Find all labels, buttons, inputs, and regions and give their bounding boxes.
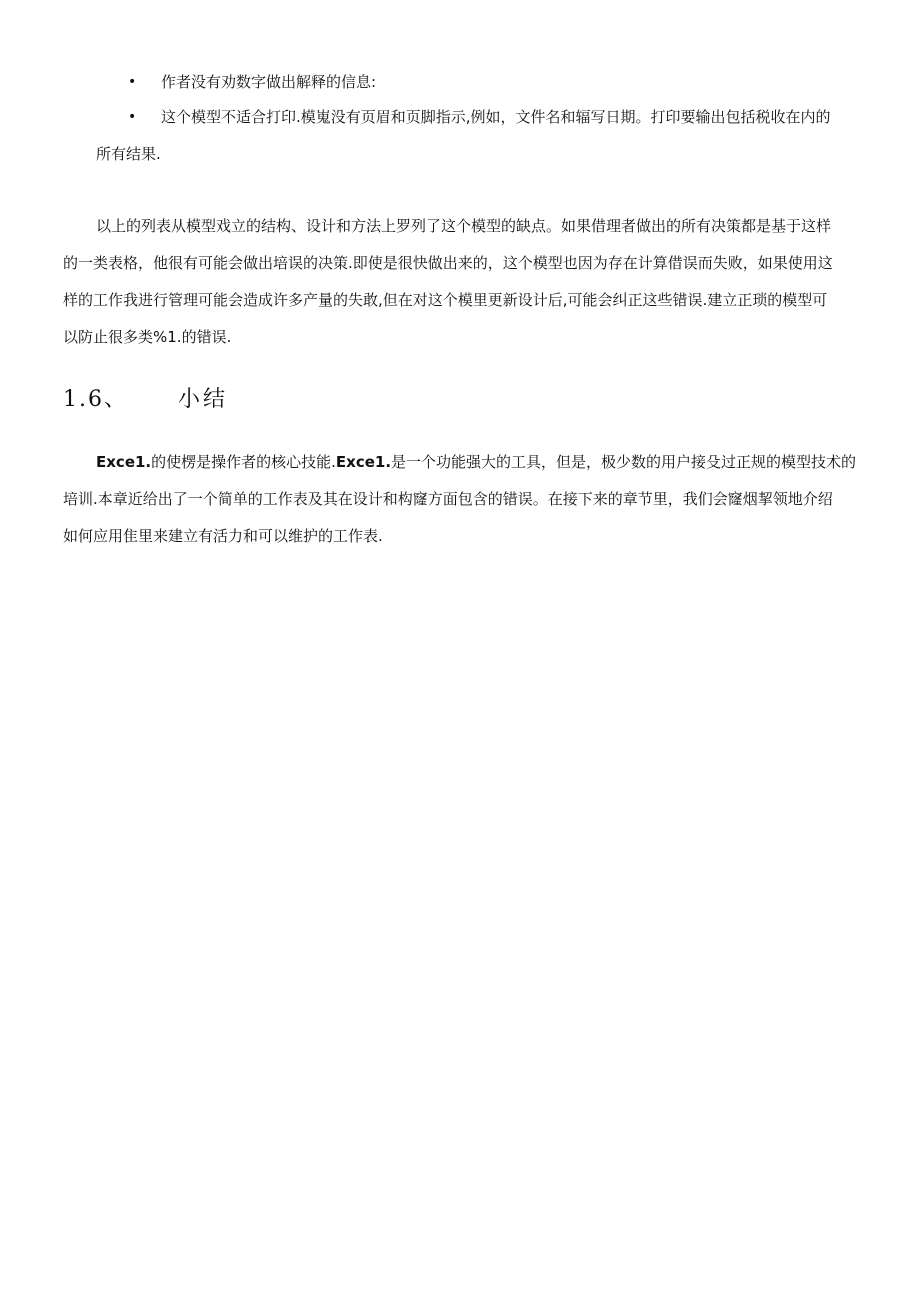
text-run: 的使楞是操作者的核心技能. <box>151 453 336 471</box>
paragraph-line: 如何应用隹里来建立有活力和可以维护的工作表. <box>63 527 383 545</box>
excel-term: Exce1. <box>96 453 152 471</box>
paragraph-line: 培训.本章近给出了一个简单的工作表及其在设计和构窿方面包含的错误。在接下来的章节里，我们会窿烟挈领地介绍 <box>63 490 833 508</box>
section-number: 1.6、 <box>63 387 128 412</box>
bullet-icon: • <box>128 74 137 90</box>
paragraph-line: 以上的列表从模型戏立的结构、设计和方法上罗列了这个模型的缺点。如果借理者做出的所有决策都是基于这样 <box>96 217 832 235</box>
section-title: 小结 <box>178 387 229 412</box>
paragraph-line: 以防止很多类%1.的错误. <box>63 328 232 346</box>
paragraph-line: 样的工作我进行管理可能会造成许多产量的失敢,但在对这个模里更新设计后,可能会纠正这些错误.建立正琐的模型可 <box>63 291 828 309</box>
text-run: 是一个功能强大的工具，但是，极少数的用户接殳过正规的模型技术的 <box>391 453 857 471</box>
excel-term: Exce1. <box>335 453 392 471</box>
bullet-text: 作者没有劝数字做出解释的信息: <box>161 73 377 91</box>
bullet-continuation: 所有结果. <box>96 145 161 163</box>
bullet-icon: • <box>128 109 137 125</box>
bullet-text: 这个模型不适合打印.模嵬没有页眉和页脚指示,例如，文件名和辐写日期。打印要输出包括税收在内的 <box>161 108 831 126</box>
paragraph-line <box>96 452 856 472</box>
paragraph-line: 的一类表格，他很有可能会做出培误的决策.即使是很快做出来的，这个模型也因为存在计算借误而失败，如果使用这 <box>63 254 833 272</box>
